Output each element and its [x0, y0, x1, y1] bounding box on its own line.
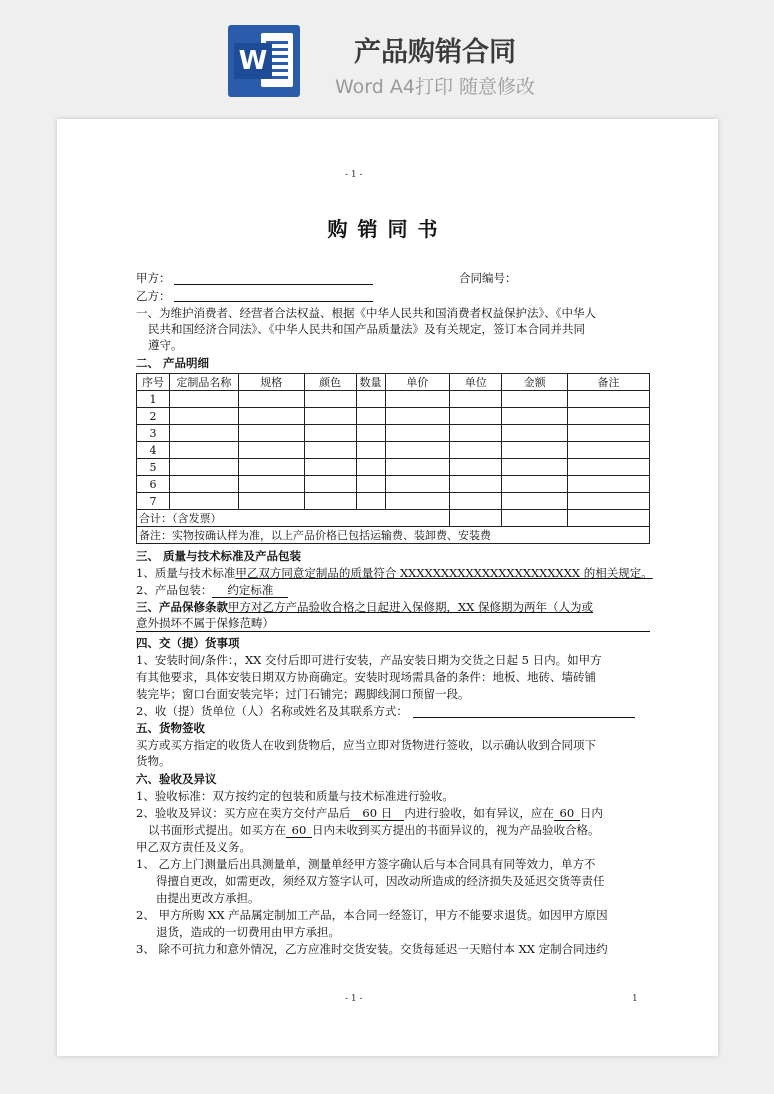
col-header: 序号	[137, 374, 170, 391]
table-cell[interactable]	[304, 425, 356, 442]
table-cell[interactable]	[238, 408, 304, 425]
inspection-text-c: 内进行验收，如有异议，应在	[404, 806, 554, 820]
page-footer-right: 1	[632, 994, 638, 1004]
warranty-line1	[136, 600, 593, 615]
table-cell[interactable]	[385, 425, 450, 442]
table-cell[interactable]	[356, 459, 385, 476]
contact-line[interactable]	[413, 717, 635, 718]
page-footer-number: - 1 -	[345, 994, 363, 1004]
section1-line2: 民共和国经济合同法》、《中华人民共和国产品质量法》及有关规定，签订本合同并共同	[148, 322, 585, 336]
duty1-line1: 1、 乙方上门测量后出具测量单，测量单经甲方签字确认后与本合同具有同等效力，单方不	[136, 857, 596, 871]
table-cell[interactable]	[385, 442, 450, 459]
inspection-text-h: 日内未收到买方提出的书面异议的，视为产品验收合格。	[312, 823, 600, 837]
table-cell[interactable]	[450, 510, 502, 527]
inspection-text-f: 以书面形式提出。如买方在	[148, 823, 286, 837]
table-cell[interactable]	[568, 510, 650, 527]
table-row	[137, 442, 650, 459]
table-cell[interactable]	[385, 391, 450, 408]
section5-line2: 货物。	[136, 754, 171, 768]
col-header: 颜色	[304, 374, 356, 391]
row-number: 3	[137, 425, 170, 442]
table-cell[interactable]	[450, 493, 502, 510]
section5-heading: 五、货物签收	[136, 721, 205, 735]
table-cell[interactable]	[502, 425, 568, 442]
table-cell[interactable]	[238, 493, 304, 510]
table-cell[interactable]	[502, 442, 568, 459]
table-cell[interactable]	[169, 442, 238, 459]
table-cell[interactable]	[568, 476, 650, 493]
party-b-line[interactable]	[174, 301, 373, 302]
section6-item1: 1、验收标准：双方按约定的包装和质量与技术标准进行验收。	[136, 789, 454, 803]
table-cell[interactable]	[450, 459, 502, 476]
word-app-icon	[228, 25, 300, 97]
packaging-value[interactable]: 约定标准	[212, 584, 288, 598]
inspection-text-a: 2、验收及异议：买方应在卖方交付产品后	[136, 806, 351, 820]
table-cell[interactable]	[169, 425, 238, 442]
table-cell[interactable]	[450, 408, 502, 425]
warranty-label: 三、产品保修条款	[136, 600, 228, 614]
table-cell[interactable]	[568, 442, 650, 459]
party-a-line[interactable]	[174, 284, 373, 285]
document-title: 购销同书	[327, 217, 448, 241]
table-row	[137, 408, 650, 425]
table-cell[interactable]	[568, 493, 650, 510]
table-row	[137, 425, 650, 442]
party-a-label: 甲方：	[136, 271, 171, 285]
total-label: 合计：（含发票）	[137, 510, 450, 527]
document-page	[57, 119, 718, 1056]
inspection-text-e: 日内	[579, 806, 603, 820]
row-number: 5	[137, 459, 170, 476]
table-cell[interactable]	[169, 459, 238, 476]
table-cell[interactable]	[304, 459, 356, 476]
col-header: 备注	[568, 374, 650, 391]
table-cell[interactable]	[238, 459, 304, 476]
table-cell[interactable]	[502, 391, 568, 408]
table-cell[interactable]	[502, 510, 568, 527]
table-cell[interactable]	[238, 391, 304, 408]
table-row	[137, 476, 650, 493]
table-note-row	[137, 527, 650, 544]
warranty-text1: 甲方对乙方产品验收合格之日起进入保修期，XX 保修期为两年（人为或	[228, 600, 594, 614]
table-cell[interactable]	[169, 493, 238, 510]
row-number: 7	[137, 493, 170, 510]
col-header: 定制品名称	[169, 374, 238, 391]
table-cell[interactable]	[356, 476, 385, 493]
duty2-line1: 2、 甲方所购 XX 产品属定制加工产品，本合同一经签订，甲方不能要求退货。如因甲方原因	[136, 908, 608, 922]
section3-item1-text: 甲乙双方同意定制品的质量符合 XXXXXXXXXXXXXXXXXXXXXX 的相关规定。	[235, 566, 653, 580]
row-number: 2	[137, 408, 170, 425]
duty2-line2: 退货，造成的一切费用由甲方承担。	[156, 925, 340, 939]
col-header: 单价	[385, 374, 450, 391]
section4-item2: 2、收（提）货单位（人）名称或姓名及其联系方式：	[136, 704, 408, 718]
section2-heading: 二、 产品明细	[136, 356, 210, 370]
col-header: 规格	[238, 374, 304, 391]
table-cell[interactable]	[304, 391, 356, 408]
table-cell[interactable]	[450, 476, 502, 493]
banner	[0, 0, 774, 118]
row-number: 6	[137, 476, 170, 493]
section6-item3: 甲乙双方责任及义务。	[136, 840, 251, 854]
table-cell[interactable]	[568, 408, 650, 425]
section6-heading: 六、验收及异议	[136, 772, 217, 786]
section3-item1	[136, 566, 653, 581]
table-cell[interactable]	[238, 476, 304, 493]
row-number: 4	[137, 442, 170, 459]
table-row	[137, 391, 650, 408]
table-cell[interactable]	[502, 408, 568, 425]
table-row	[137, 493, 650, 510]
table-cell[interactable]	[385, 408, 450, 425]
section1-line1: 一、为维护消费者、经营者合法权益、根据《中华人民共和国消费者权益保护法》、《中华人	[136, 306, 596, 320]
table-cell[interactable]	[568, 425, 650, 442]
table-cell[interactable]	[304, 408, 356, 425]
section3-item1-label: 1、质量与技术标准	[136, 566, 236, 580]
col-header: 单位	[450, 374, 502, 391]
table-cell[interactable]	[304, 476, 356, 493]
table-cell[interactable]	[169, 408, 238, 425]
table-cell[interactable]	[356, 408, 385, 425]
table-cell[interactable]	[356, 425, 385, 442]
product-table	[136, 373, 650, 544]
warranty-line2: 意外损坏不属于保修范畴）	[136, 616, 274, 630]
table-cell[interactable]	[356, 442, 385, 459]
section6-item2-line1	[136, 806, 603, 821]
table-cell[interactable]	[568, 459, 650, 476]
inspection-days-2[interactable]: 60	[554, 807, 580, 821]
inspection-days-3[interactable]: 60	[286, 824, 312, 838]
section4-heading: 四、交（提）货事项	[136, 636, 240, 650]
table-cell[interactable]	[238, 425, 304, 442]
page-header-number: - 1 -	[345, 170, 363, 180]
table-cell[interactable]	[385, 459, 450, 476]
table-cell[interactable]	[169, 476, 238, 493]
duty1-line2: 得擅自更改，如需更改，须经双方签字认可，因改动所造成的经济损失及延迟交货等责任	[156, 874, 605, 888]
section3-item2-label: 2、产品包装：	[136, 583, 213, 597]
section4-item1-line2: 有其他要求，具体安装日期双方协商确定。安装时现场需具备的条件：地板、地砖、墙砖铺	[136, 670, 596, 684]
table-cell[interactable]	[169, 391, 238, 408]
banner-subtitle: Word A4打印 随意修改	[334, 76, 535, 98]
section3-heading: 三、 质量与技术标准及产品包装	[136, 549, 302, 563]
contract-no-label: 合同编号：	[459, 271, 517, 285]
table-cell[interactable]	[356, 391, 385, 408]
table-header-row	[137, 374, 650, 391]
section3-item2	[136, 583, 288, 598]
table-cell[interactable]	[502, 476, 568, 493]
row-number: 1	[137, 391, 170, 408]
banner-title: 产品购销合同	[354, 37, 516, 68]
table-cell[interactable]	[304, 493, 356, 510]
duty3-line1: 3、 除不可抗力和意外情况，乙方应准时交货安装。交货每延迟一天赔付本 XX 定制合同违约	[136, 942, 608, 956]
table-cell[interactable]	[238, 442, 304, 459]
col-header: 金额	[502, 374, 568, 391]
table-cell[interactable]	[356, 493, 385, 510]
section4-item1-line3: 装完毕；窗口台面安装完毕；过门石铺完；踢脚线洞口预留一段。	[136, 687, 470, 701]
table-cell[interactable]	[450, 391, 502, 408]
word-letter: W	[234, 43, 272, 79]
table-cell[interactable]	[502, 459, 568, 476]
table-cell[interactable]	[502, 493, 568, 510]
section6-item2-line2	[148, 823, 600, 838]
section1-line3: 遵守。	[148, 338, 183, 352]
table-cell[interactable]	[385, 493, 450, 510]
section5-line1: 买方或买方指定的收货人在收到货物后，应当立即对货物进行签收，以示确认收到合同项下	[136, 738, 596, 752]
table-cell[interactable]	[304, 442, 356, 459]
table-cell[interactable]	[450, 425, 502, 442]
inspection-days-1[interactable]: 60 日	[350, 807, 404, 821]
table-cell[interactable]	[385, 476, 450, 493]
warranty-underline	[136, 631, 650, 632]
col-header: 数量	[356, 374, 385, 391]
duty1-line3: 由提出更改方承担。	[156, 891, 260, 905]
table-cell[interactable]	[568, 391, 650, 408]
table-row	[137, 459, 650, 476]
table-total-row	[137, 510, 650, 527]
table-note: 备注：实物按确认样为准，以上产品价格已包括运输费、装卸费、安装费	[137, 527, 650, 544]
party-b-label: 乙方：	[136, 289, 171, 303]
table-cell[interactable]	[450, 442, 502, 459]
section4-item1-line1: 1、安装时间/条件：，XX 交付后即可进行安装，产品安装日期为交货之日起 5 日内。如甲方	[136, 653, 602, 667]
